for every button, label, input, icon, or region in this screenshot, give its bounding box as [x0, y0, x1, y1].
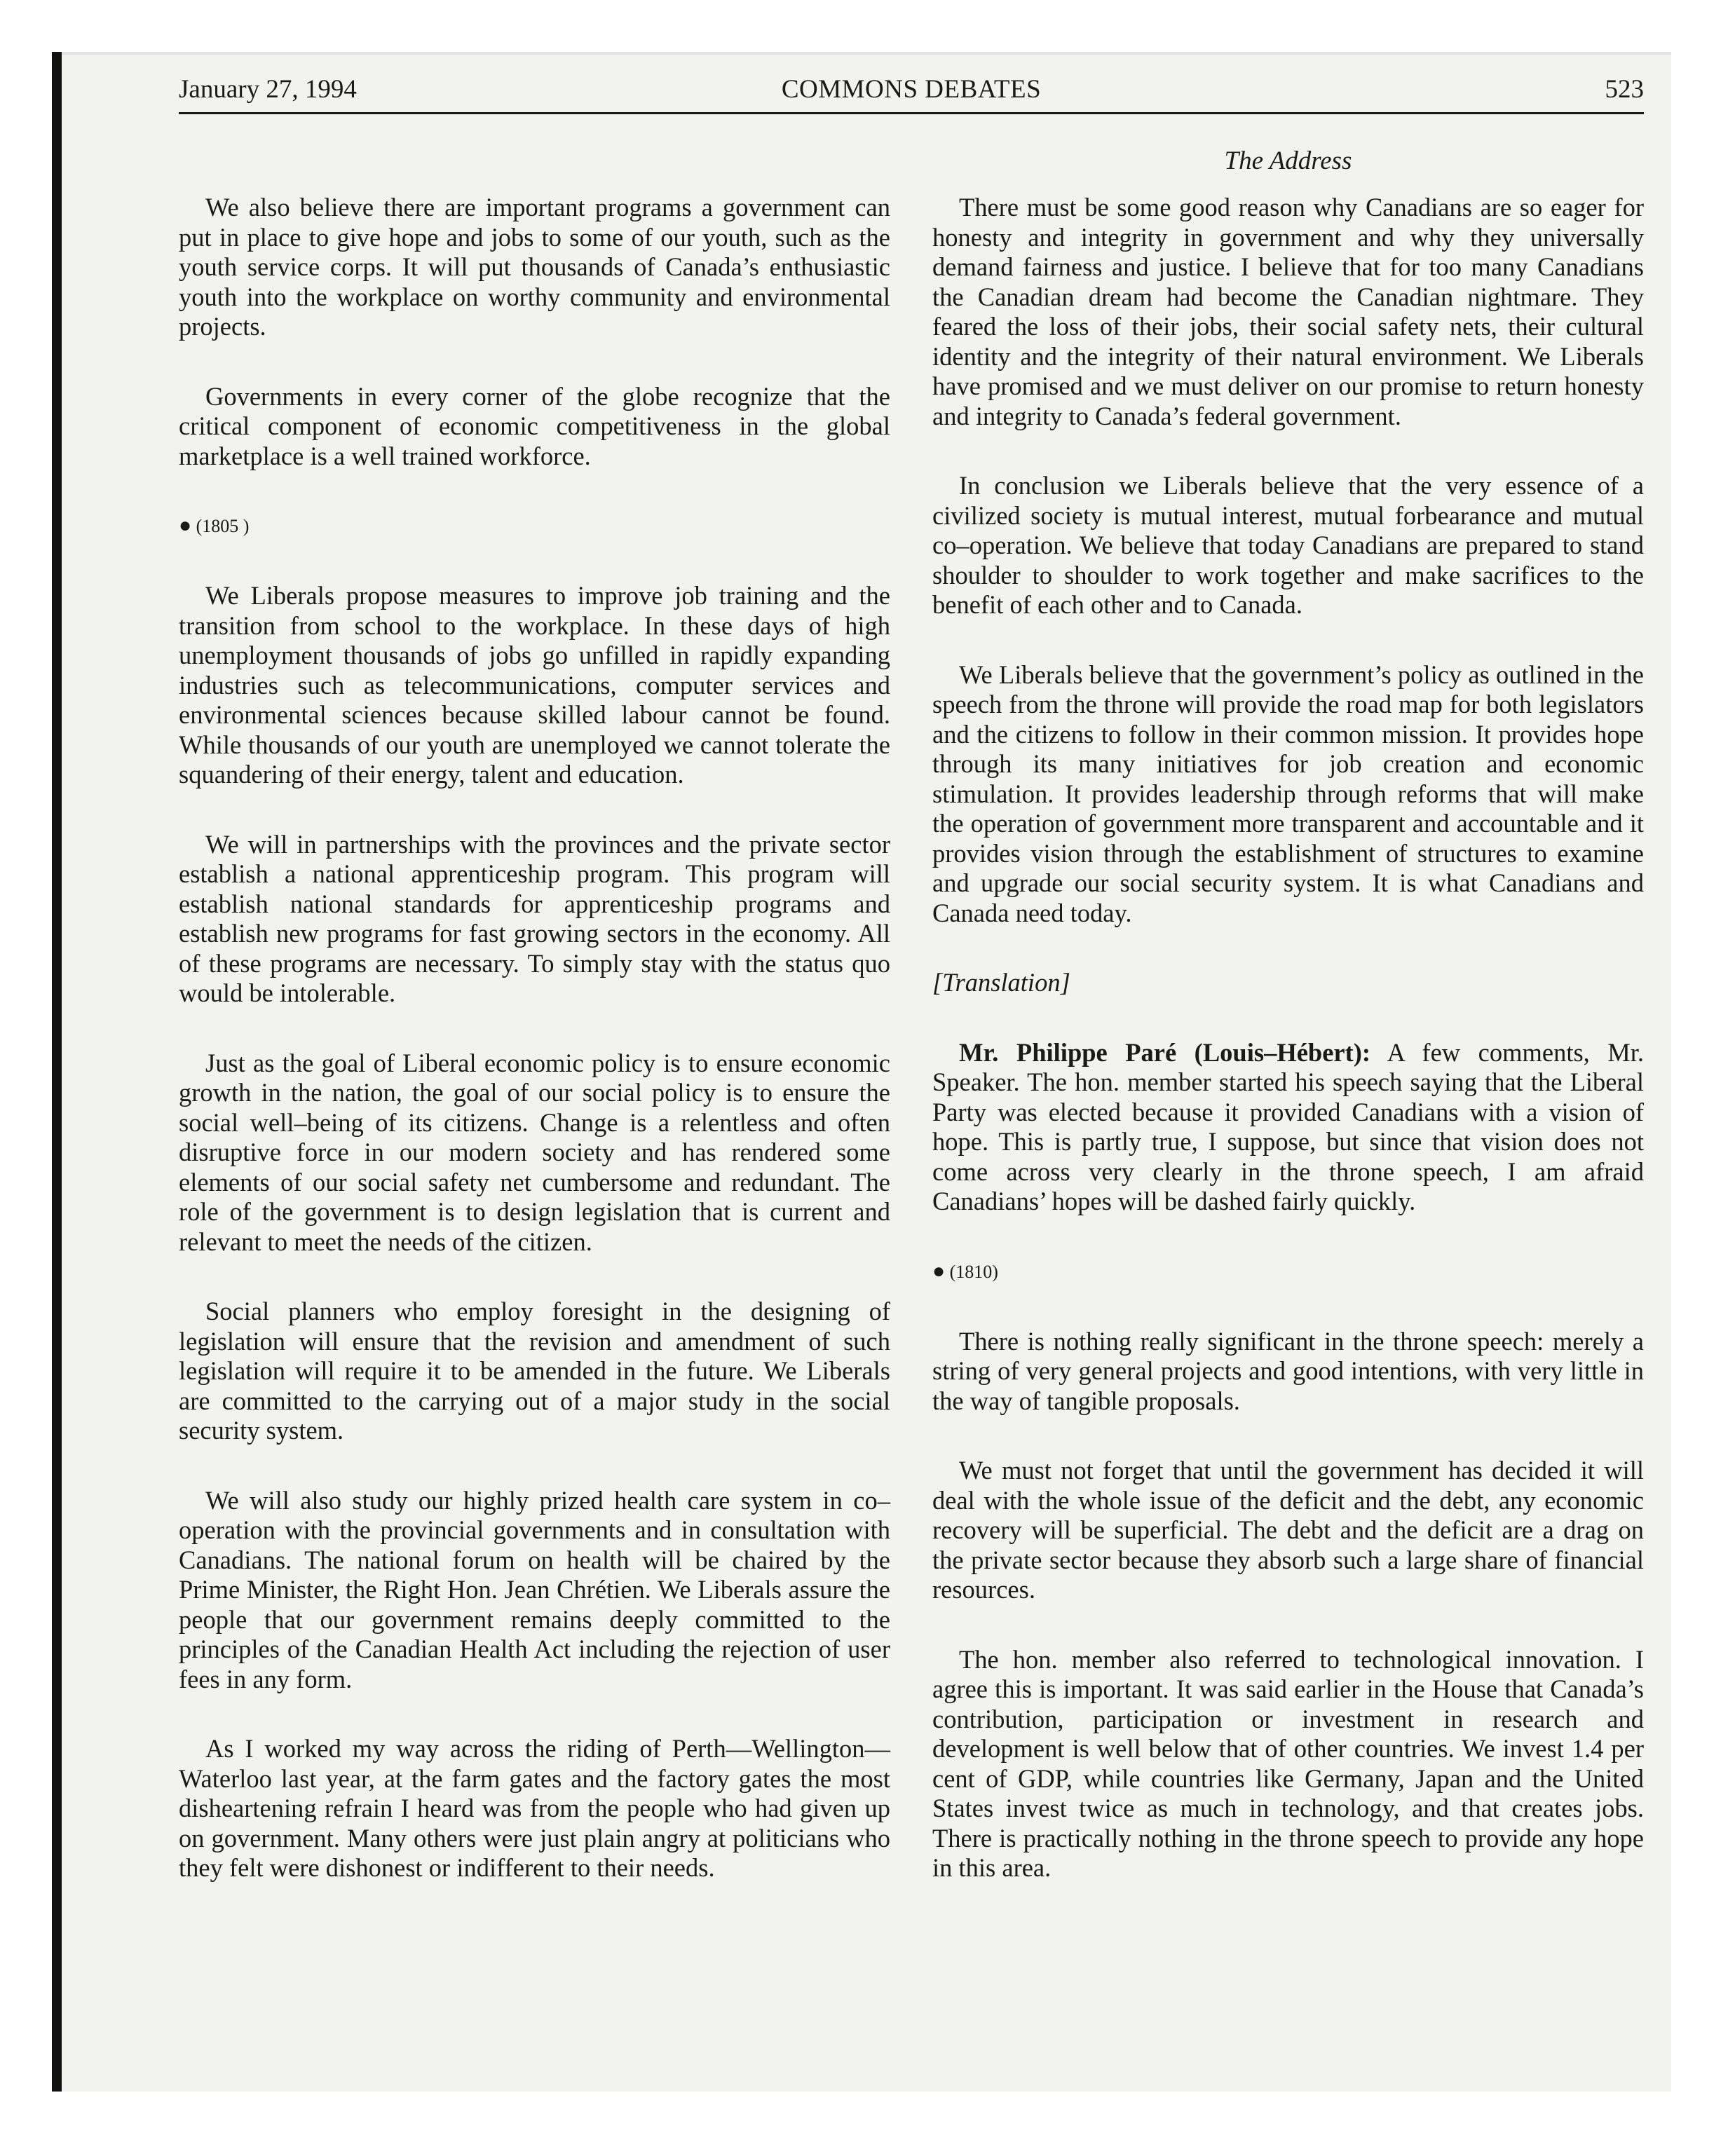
paragraph: We must not forget that until the government has decided it will deal with the whole issue of the deficit and the debt, any economic recovery will be superficial. The debt and the deficit are a drag on the private sector because they absorb such a large share of financial resources.	[932, 1456, 1644, 1604]
translation-note: [Translation]	[932, 968, 1070, 997]
header-date: January 27, 1994	[179, 75, 357, 104]
paragraph: As I worked my way across the riding of Perth—Wellington—Waterloo last year, at the farm gates and the factory gates the most disheartening refrain I heard was from the people who had given up on government. Many others were just plain angry at politicians who they felt were dishonest or indifferent to their needs.	[179, 1734, 890, 1882]
paragraph: We Liberals believe that the government’s policy as outlined in the speech from the throne will provide the road map for both legislators and the citizens to follow in their common mission. It provides hope through its many initiatives for job creation and economic stimulation. It provides leadership through reforms that will make the operation of government more transparent and accountable and it provides vision through the establishment of structures to examine and upgrade our social security system. It is what Canadians and Canada need today.	[932, 660, 1644, 927]
paragraph: We Liberals propose measures to improve job training and the transition from school to the workplace. In these days of high unemployment thousands of jobs go unfilled in rapidly expanding industries such as telecommunications, computer services and environmental sciences because skilled labour cannot be found. While thousands of our youth are unemployed we cannot tolerate the squandering of their energy, talent and education.	[179, 581, 890, 789]
paragraph: Just as the goal of Liberal economic policy is to ensure economic growth in the nation, the goal of our social policy is to ensure the social well–being of its citizens. Change is a relentless and often disruptive force in our modern society and has rendered some elements of our social safety net cumbersome and redundant. The role of the government is to design legislation that is current and relevant to meet the needs of the citizen.	[179, 1048, 890, 1256]
bullet-icon: ●	[179, 514, 192, 537]
speaker-text: A few comments, Mr. Speaker. The hon. member started his speech saying that the Liberal Party was elected because it provided Canadians with a vision of hope. This is partly true, I suppose, but since that vision does not come across very clearly in the throne speech, I am afraid Canadians’ hopes will be dashed fairly quickly.	[932, 1037, 1645, 1215]
paragraph: The hon. member also referred to technological innovation. I agree this is important. It was said earlier in the House that Canada’s contribution, participation or investment in research and development is well below that of other countries. We invest 1.4 per cent of GDP, while countries like Germany, Japan and the United States invest twice as much in technology, and that creates jobs. There is practically nothing in the throne speech to provide any hope in this area.	[932, 1644, 1644, 1882]
header-title: COMMONS DEBATES	[781, 75, 1042, 104]
scan-left-edge	[52, 52, 62, 2092]
paragraph: We will in partnerships with the provinces and the private sector establish a national apprenticeship program. This program will establish national standards for apprenticeship programs and establish new programs for fast growing sectors in the economy. All of these programs are necessary. To simply stay with the status quo would be intolerable.	[179, 829, 890, 1007]
paragraph: Social planners who employ foresight in the designing of legislation will ensure that the revision and amendment of such legislation will require it to be amended in the future. We Liberals are committed to the carrying out of a major study in the social security system.	[179, 1297, 890, 1445]
page-header	[179, 71, 1644, 114]
right-column	[932, 193, 1644, 1923]
time-marker-text: (1810)	[949, 1261, 998, 1282]
time-marker	[179, 511, 890, 541]
paragraph: There must be some good reason why Canadians are so eager for honesty and integrity in government and why they universally demand fairness and justice. I believe that for too many Canadians the Canadian dream had become the Canadian nightmare. They feared the loss of their jobs, their social safety nets, their cultural identity and the integrity of their natural environment. We Liberals have promised and we must deliver on our promise to return honesty and integrity to Canada’s federal government.	[932, 193, 1644, 430]
paragraph: In conclusion we Liberals believe that the very essence of a civilized society is mutual interest, mutual forbearance and mutual co–operation. We believe that today Canadians are prepared to stand shoulder to shoulder to work together and make sacrifices to the benefit of each other and to Canada.	[932, 471, 1644, 619]
time-marker	[932, 1257, 1644, 1287]
paragraph: Governments in every corner of the globe recognize that the critical component of economic competitiveness in the global marketplace is a well trained workforce.	[179, 381, 890, 470]
page-number: 523	[1605, 75, 1644, 104]
speaker-paragraph	[932, 1038, 1644, 1217]
paragraph: We also believe there are important programs a government can put in place to give hope and jobs to some of our youth, such as the youth service corps. It will put thousands of Canada’s enthusiastic youth into the workplace on worthy community and environmental projects.	[179, 193, 890, 341]
header-rule	[179, 112, 1644, 114]
running-head: The Address	[1224, 146, 1352, 175]
left-column	[179, 193, 890, 1923]
paragraph: We will also study our highly prized health care system in co–operation with the provincial governments and in consultation with Canadians. The national forum on health will be chaired by the Prime Minister, the Right Hon. Jean Chrétien. We Liberals assure the people that our government remains deeply committed to the principles of the Canadian Health Act including the rejection of user fees in any form.	[179, 1485, 890, 1693]
bullet-icon: ●	[932, 1259, 946, 1283]
speaker-name: Mr. Philippe Paré (Louis–Hébert):	[959, 1037, 1371, 1067]
paragraph: There is nothing really significant in the throne speech: merely a string of very general projects and good intentions, with very little in the way of tangible proposals.	[932, 1326, 1644, 1415]
time-marker-text: (1805 )	[196, 516, 250, 536]
